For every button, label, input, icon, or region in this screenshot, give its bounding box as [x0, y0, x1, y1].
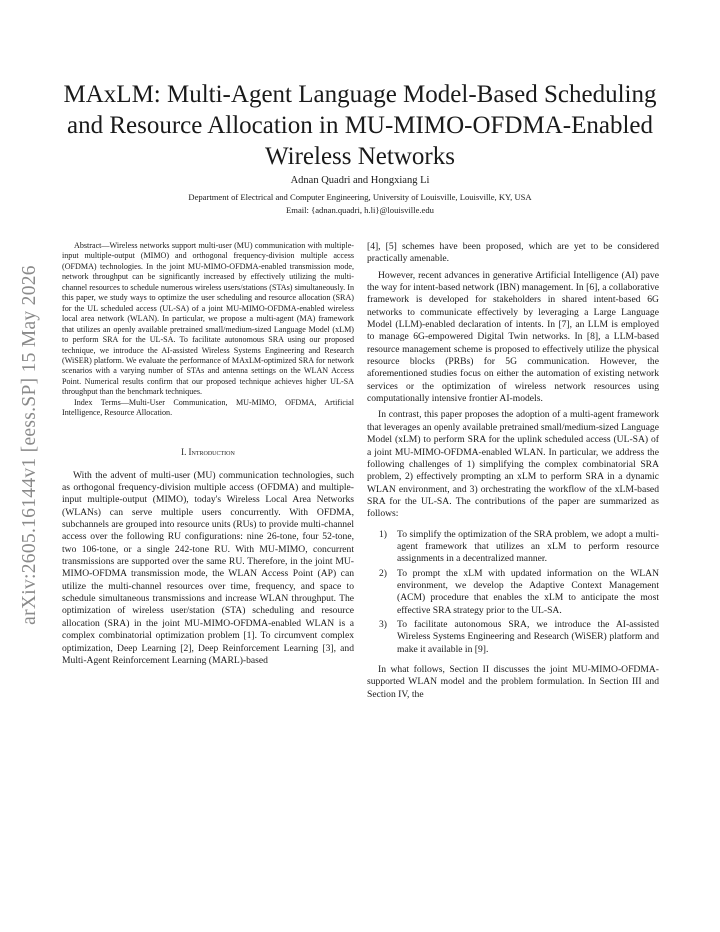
author-email: Email: {adnan.quadri, h.li}@louisville.edu — [286, 205, 434, 215]
contribution-number: 3) — [379, 618, 387, 630]
left-column — [62, 241, 354, 667]
body-paragraph-4: In what follows, Section II discusses the joint MU-MIMO-OFDMA-supported WLAN model and the problem formulation. In Section III and Section IV, the — [367, 664, 659, 700]
contribution-text: To facilitate autonomous SRA, we introduce the AI-assisted Wireless Systems Engineering and Research (WiSER) platform and make it available in [9]. — [397, 618, 659, 655]
arxiv-watermark — [10, 245, 50, 645]
author-names: Adnan Quadri and Hongxiang Li — [290, 175, 430, 186]
contribution-item — [379, 528, 659, 566]
index-terms: Index Terms—Multi-User Communication, MU-MIMO, OFDMA, Artificial Intelligence, Resource Allocation. — [62, 397, 354, 418]
contribution-text: To prompt the xLM with updated information on the WLAN environment, we develop the Adaptive Context Management (ACM) procedure that enables the xLM to anticipate the most effective SRA strategy prior to the UL-SA. — [397, 567, 659, 616]
contribution-item — [379, 567, 659, 617]
intro-paragraph: With the advent of multi-user (MU) communication technologies, such as orthogonal frequency-division multiple access (OFDMA) and multiple-input multiple-output (MIMO), today's Wireless Local Area Networks (WLANs) can serve multiple users concurrently. With OFDMA, subchannels are grouped into resource units (RUs) to provide multi-channel access over the following RU configurations: nine 26-tone, four 52-tone, two 106-tone, or a single 242-tone RU. With MU-MIMO, concurrent transmissions are supported over the same RU. Therefore, in the joint MU-MIMO-OFDMA transmission mode, the WLAN Access Point (AP) can utilize the multi-channel resources over time, frequency, and space to schedule simultaneous transmissions and increase WLAN throughput. The optimization of wireless user/station (STA) scheduling and resource allocation (SRA) in the joint MU-MIMO-OFDMA-enabled WLAN is a complex combinatorial optimization problem [1]. To circumvent complex optimization, Deep Learning [2], Deep Reinforcement Learning [3], and Multi-Agent Reinforcement Learning (MARL)-based — [62, 469, 354, 666]
contribution-number: 2) — [379, 567, 387, 579]
paper-title: MAxLM: Multi-Agent Language Model-Based Scheduling and Resource Allocation in MU-MIMO-OFDMA-Enabled Wireless Networks — [63, 80, 657, 170]
contribution-number: 1) — [379, 528, 387, 540]
section-heading-introduction: I. Introduction — [181, 446, 235, 457]
contributions-list — [367, 529, 659, 656]
body-paragraph-3: In contrast, this paper proposes the adoption of a multi-agent framework that leverages an openly available pretrained small/medium-sized Language Model (xLM) to perform SRA for the uplink scheduled access (UL-SA) of a joint MU-MIMO-OFDMA-enabled WLAN. In particular, we address the following challenges of 1) simplifying the complex combinatorial SRA problem, 2) effectively prompting an xLM to perform SRA in a dynamic WLAN environment, and 3) orchestrating the workflow of the xLM-based SRA for the UL-SA. The contributions of the paper are summarized as follows: — [367, 409, 659, 520]
contribution-item — [379, 618, 659, 656]
body-paragraph-2: However, recent advances in generative Artificial Intelligence (AI) pave the way for intent-based network (IBN) management. In [6], a collaborative framework is developed for stakeholders in shared intent-based 6G networks to communicate effectively by leveraging a Large Language Model (LLM)-enabled declaration of intents. In [7], an LLM is employed to manage 6G-empowered Digital Twin networks. In [8], a LLM-based resource management scheme is proposed to effectively utilize the physical resource blocks (PRBs) for 5G communication. However, the aforementioned studies focus on either the automation of existing network services or the optimization of wireless network resources using computationally intensive frontier AI-models. — [367, 269, 659, 405]
contribution-text: To simplify the optimization of the SRA problem, we adopt a multi-agent framework that utilizes an xLM to perform resource assignments in a decentralized manner. — [397, 528, 659, 565]
body-paragraph-1: [4], [5] schemes have been proposed, which are yet to be considered practically amenable. — [367, 241, 659, 265]
abstract: Abstract—Wireless networks support multi-user (MU) communication with multiple-input multiple-output (MIMO) and orthogonal frequency-division multiple access (OFDMA) technologies. In the joint MU-MIMO-OFDMA-enabled transmission mode, network throughput can be significantly increased by effectively utilizing the multi-channel resources to schedule numerous wireless users/stations (STAs) simultaneously. In this paper, we study ways to optimize the user scheduling and resource allocation (SRA) for the UL scheduled access (UL-SA) of a joint MU-MIMO-OFDMA-enabled wireless local area network (WLAN). In particular, we propose a multi-agent (MA) framework that utilizes an openly available pretrained small/medium-sized Language Model (xLM) to perform SRA for the UL-SA. To facilitate autonomous SRA using our proposed technique, we introduce the AI-assisted Wireless Systems Engineering and Research (WiSER) platform. We evaluate the performance of MAxLM-optimized SRA for network scenarios with a varying number of STAs and antenna settings on the WLAN Access Point. Numerical results confirm that our proposed technique achieves higher UL-SA throughput than the benchmark techniques. — [62, 241, 354, 397]
author-affiliation: Department of Electrical and Computer Engineering, University of Louisville, Louisville, KY, USA — [188, 192, 532, 202]
right-column — [367, 241, 659, 705]
arxiv-identifier: arXiv:2605.16144v1 [eess.SP] 15 May 2026 — [19, 265, 40, 625]
